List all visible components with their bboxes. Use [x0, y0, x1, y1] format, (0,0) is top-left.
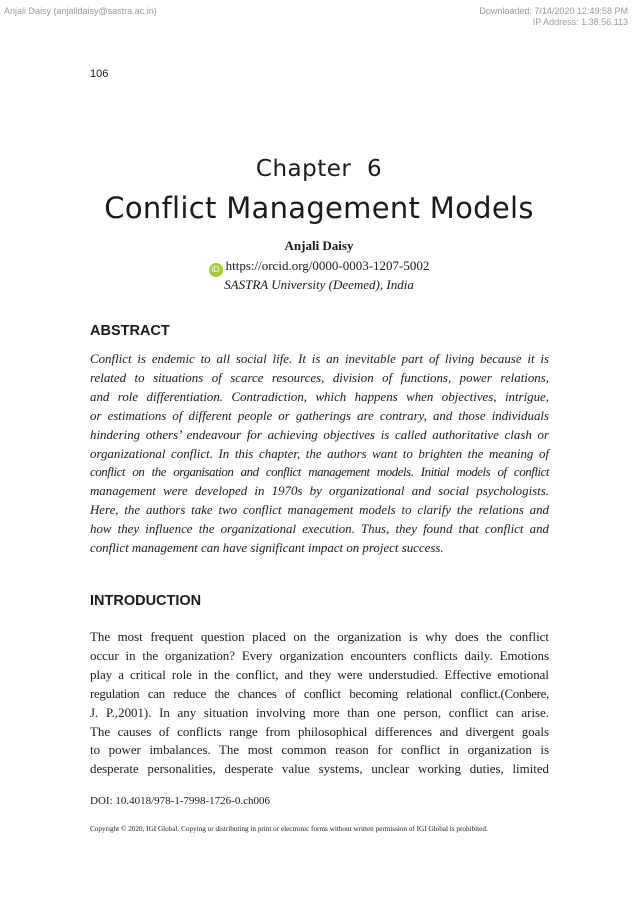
download-timestamp: Downloaded: 7/14/2020 12:49:58 PM	[479, 6, 628, 16]
abstract-line: hindering others’ endeavour for achieving objectives is called authoritative clash or	[90, 427, 549, 442]
abstract-line: conflict management can have significant impact on project success.	[90, 541, 444, 556]
introduction-heading: INTRODUCTION	[90, 593, 202, 609]
abstract-heading: ABSTRACT	[90, 323, 170, 339]
orcid-link[interactable]: https://orcid.org/0000-0003-1207-5002	[225, 258, 430, 273]
abstract-line: related to situations of scarce resources, division of functions, power relations,	[90, 370, 549, 385]
download-watermark-user: Anjali Daisy (anjalidaisy@sastra.ac.in)	[4, 6, 157, 16]
orcid-line	[0, 258, 638, 277]
chapter-label: Chapter 6	[255, 156, 383, 182]
author-name: Anjali Daisy	[284, 238, 354, 253]
abstract-line: how they influence the organizational execution. Thus, they found that conflict and	[90, 522, 549, 537]
page-number: 106	[90, 68, 109, 80]
abstract-line: conflict on the organisation and conflict management models. Initial models of conflict	[90, 465, 549, 480]
download-watermark-info	[479, 6, 628, 28]
introduction-line: The most frequent question placed on the organization is why does the conflict	[90, 630, 549, 644]
introduction-body	[90, 628, 549, 779]
introduction-line: J. P.,2001). In any situation involving more than one person, conflict can arise.	[90, 705, 549, 720]
abstract-line: Here, the authors take two conflict management models to clarify the relations and	[90, 503, 549, 518]
abstract-line: organizational conflict. In this chapter, the authors want to brighten the meaning of	[90, 446, 549, 461]
introduction-line: play a critical role in the conflict, and they were understudied. Effective emotional	[90, 667, 549, 682]
abstract-line: and role differentiation. Contradiction, which happens when objectives, intrigue,	[90, 389, 549, 404]
introduction-line: The causes of conflicts range from philosophical differences and divergent goals	[90, 724, 549, 739]
abstract-body	[90, 350, 549, 558]
author-affiliation: SASTRA University (Deemed), India	[224, 277, 414, 292]
introduction-line: to power imbalances. The most common reason for conflict in organization is	[90, 743, 549, 758]
abstract-line: or estimations of different people or gatherings are contrary, and those individuals	[90, 408, 549, 423]
introduction-line: occur in the organization? Every organization encounters conflicts daily. Emotions	[90, 648, 549, 663]
copyright-notice: Copyright © 2020, IGI Global. Copying or distributing in print or electronic forms without written permission of IGI Global is prohibited.	[90, 825, 488, 833]
orcid-icon[interactable]: iD	[209, 263, 223, 277]
introduction-line: regulation can reduce the chances of conflict becoming relational conflict.(Conbere,	[90, 686, 549, 701]
abstract-line: Conflict is endemic to all social life. It is an inevitable part of living because it is	[90, 352, 549, 366]
chapter-title: Conflict Management Models	[104, 191, 534, 225]
introduction-line: desperate personalities, desperate value systems, unclear working duties, limited	[90, 762, 549, 777]
abstract-line: management were developed in 1970s by organizational and social psychologists.	[90, 484, 549, 499]
doi: DOI: 10.4018/978-1-7998-1726-0.ch006	[90, 795, 270, 807]
ip-address: IP Address: 1.38.56.113	[532, 17, 628, 27]
